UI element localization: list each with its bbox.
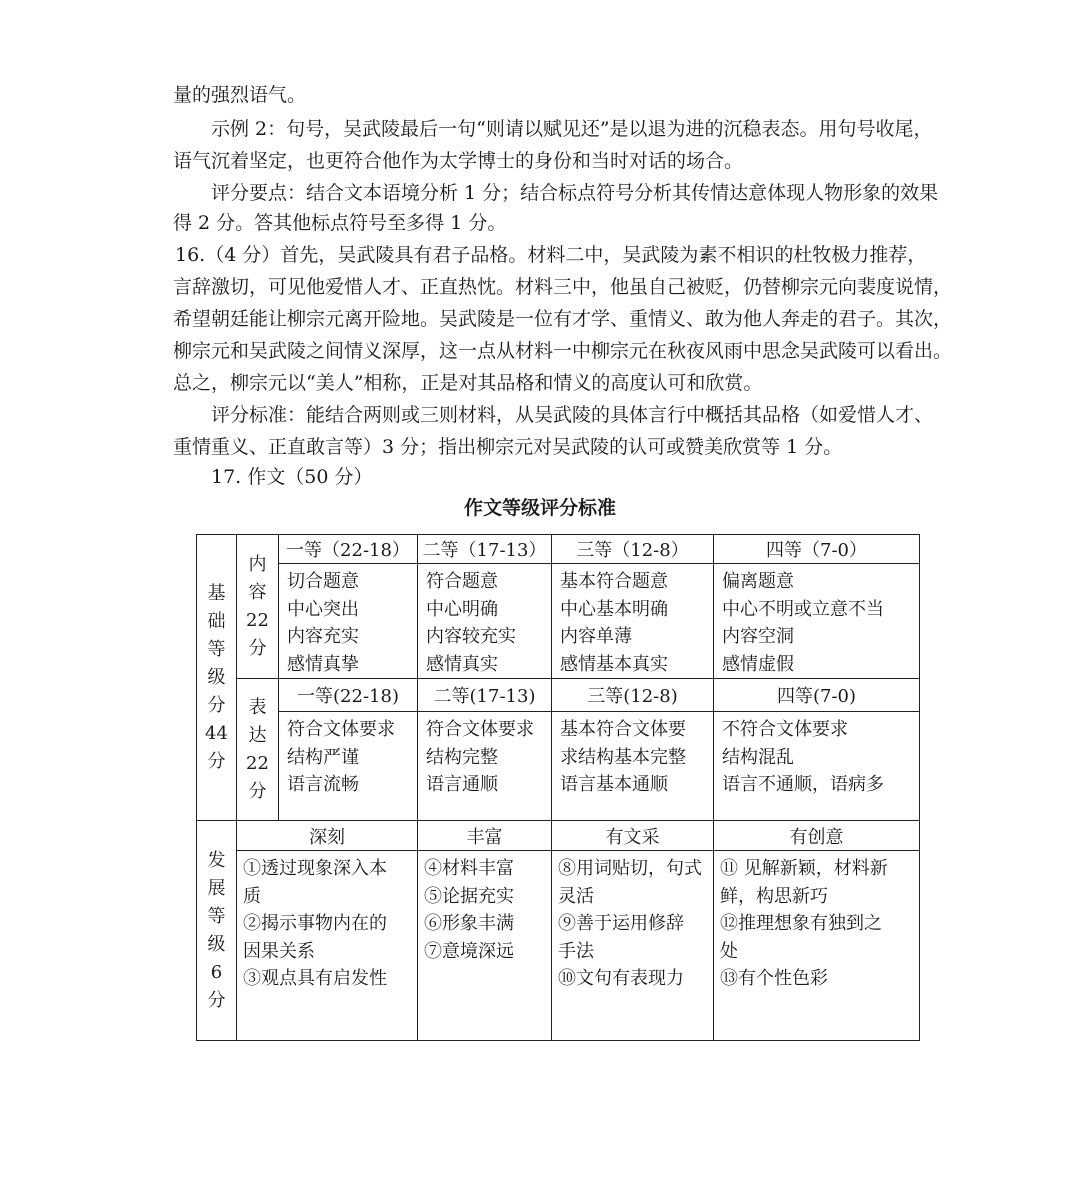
- paragraph-line: 重情重义、正直敢言等）3 分；指出柳宗元对吴武陵的认可或赞美欣赏等 1 分。: [173, 436, 843, 458]
- development-grade-label: 发 展 等 级 6 分: [197, 821, 237, 1041]
- content-cell: 符合题意 中心明确 内容较充实 感情真实: [418, 564, 552, 679]
- content-cell: 切合题意 中心突出 内容充实 感情真挚: [279, 564, 418, 679]
- paragraph-line: 评分标准：能结合两则或三则材料，从吴武陵的具体言行中概括其品格（如爱惜人才、: [211, 404, 934, 426]
- expression-cell: 符合文体要求 结构完整 语言通顺: [418, 712, 552, 821]
- content-header: 二等（17-13）: [418, 535, 552, 564]
- expression-header: 一等(22-18): [279, 679, 418, 712]
- paragraph-line: 语气沉着坚定，也更符合他作为太学博士的身份和当时对话的场合。: [173, 150, 744, 172]
- paragraph-line: 言辞激切，可见他爱惜人才、正直热忱。材料三中，他虽自己被贬，仍替柳宗元向裴度说情，: [173, 276, 953, 298]
- development-header: 有文采: [552, 821, 714, 851]
- content-cell: 偏离题意 中心不明或立意不当 内容空洞 感情虚假: [714, 564, 920, 679]
- grading-table: [196, 534, 920, 1041]
- content-header: 一等（22-18）: [279, 535, 418, 564]
- paragraph-line: 评分要点：结合文本语境分析 1 分；结合标点符号分析其传情达意体现人物形象的效果: [211, 182, 939, 204]
- paragraph-line: 示例 2：句号，吴武陵最后一句“则请以赋见还”是以退为进的沉稳表态。用句号收尾，: [211, 118, 933, 140]
- expression-cell: 基本符合文体要 求结构基本完整 语言基本通顺: [552, 712, 714, 821]
- expression-header: 三等(12-8): [552, 679, 714, 712]
- development-cell: ⑧用词贴切，句式 灵活 ⑨善于运用修辞 手法 ⑩文句有表现力: [552, 851, 714, 1041]
- development-cell: ⑪ 见解新颖，材料新 鲜，构思新巧 ⑫推理想象有独到之 处 ⑬有个性色彩: [714, 851, 920, 1041]
- paragraph-line: 17. 作文（50 分）: [211, 466, 373, 488]
- development-cell: ④材料丰富 ⑤论据充实 ⑥形象丰满 ⑦意境深远: [418, 851, 552, 1041]
- paragraph-line: 16.（4 分）首先，吴武陵具有君子品格。材料二中，吴武陵为素不相识的杜牧极力推荐，: [175, 244, 927, 266]
- development-header: 丰富: [418, 821, 552, 851]
- expression-cell: 符合文体要求 结构严谨 语言流畅: [279, 712, 418, 821]
- paragraph-line: 量的强烈语气。: [173, 84, 307, 106]
- expression-header: 四等(7-0): [714, 679, 920, 712]
- paragraph-line: 总之，柳宗元以“美人”相称，正是对其品格和情义的高度认可和欣赏。: [173, 372, 763, 394]
- expression-label: 表 达 22 分: [237, 679, 279, 821]
- basic-grade-label: 基 础 等 级 分 44 分: [197, 535, 237, 821]
- development-cell: ①透过现象深入本 质 ②揭示事物内在的 因果关系 ③观点具有启发性: [237, 851, 418, 1041]
- paragraph-line: 得 2 分。答其他标点符号至多得 1 分。: [173, 212, 507, 234]
- expression-cell: 不符合文体要求 结构混乱 语言不通顺，语病多: [714, 712, 920, 821]
- content-header: 四等（7-0）: [714, 535, 920, 564]
- paragraph-line: 柳宗元和吴武陵之间情义深厚，这一点从材料一中柳宗元在秋夜风雨中思念吴武陵可以看出。: [173, 340, 953, 362]
- content-label: 内 容 22 分: [237, 535, 279, 679]
- development-header: 有创意: [714, 821, 920, 851]
- content-header: 三等（12-8）: [552, 535, 714, 564]
- table-title: 作文等级评分标准: [463, 497, 616, 519]
- paragraph-line: 希望朝廷能让柳宗元离开险地。吴武陵是一位有才学、重情义、敢为他人奔走的君子。其次，: [173, 308, 953, 330]
- expression-header: 二等(17-13): [418, 679, 552, 712]
- development-header: 深刻: [237, 821, 418, 851]
- content-cell: 基本符合题意 中心基本明确 内容单薄 感情基本真实: [552, 564, 714, 679]
